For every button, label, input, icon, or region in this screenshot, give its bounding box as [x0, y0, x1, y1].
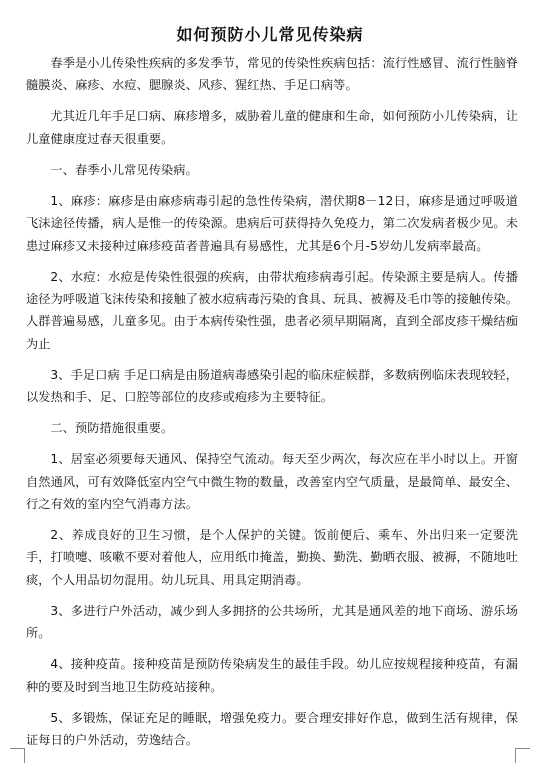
paragraph-outdoor: 3、多进行户外活动，减少到人多拥挤的公共场所，尤其是通风差的地下商场、游乐场所。 [26, 603, 518, 641]
paragraph-exercise: 5、多锻炼，保证充足的睡眠，增强免疫力。要合理安排好作息，做到生活有规律，保证每日的户外活动，劳逸结合。 [26, 710, 518, 748]
paragraph-hygiene: 2、养成良好的卫生习惯，是个人保护的关键。饭前便后、乘车、外出归来一定要洗手，打喷嚏、咳嗽不要对着他人，应用纸巾掩盖，勤换、勤洗、勤晒衣服、被褥，不随地吐痰，个人用品切勿混用。幼儿玩具、用具定期消毒。 [26, 528, 518, 587]
section-heading-1: 一、春季小儿常见传染病。 [50, 162, 198, 177]
paragraph-chickenpox: 2、水痘：水痘是传染性很强的疾病，由带状疱疹病毒引起。传染源主要是病人。传播途径为呼吸道飞沫传染和接触了被水痘病毒污染的食具、玩具、被褥及毛巾等的接触传染。人群普遍易感，儿童多见。由于本病传染性强，患者必须早期隔离，直到全部皮疹干燥结痂为止 [26, 269, 518, 351]
page-corner-mark-left [10, 748, 25, 763]
document-body [26, 52, 518, 760]
paragraph-vaccine: 4、接种疫苗。接种疫苗是预防传染病发生的最佳手段。幼儿应按规程接种疫苗，有漏种的要及时到当地卫生防疫站接种。 [26, 657, 518, 694]
paragraph-ventilation: 1、居室必须要每天通风、保持空气流动。每天至少两次，每次应在半小时以上。开窗自然通风，可有效降低室内空气中微生物的数量，改善室内空气质量，是最简单、最安全、行之有效的室内空气消毒方法。 [26, 452, 518, 512]
paragraph-measles: 1、麻疹：麻疹是由麻疹病毒引起的急性传染病，潜伏期8－12日，麻疹是通过呼吸道飞沫途径传播，病人是惟一的传染源。患病后可获得持久免疫力，第二次发病者极少见。未患过麻疹又未接种过麻疹疫苗者普遍具有易感性，尤其是6个月-5岁幼儿发病率最高。 [26, 193, 518, 253]
document-title: 如何预防小儿常见传染病 [176, 25, 364, 44]
page-corner-mark-right [515, 748, 530, 763]
paragraph-intro-2: 尤其近几年手足口病、麻疹增多，威胁着儿童的健康和生命，如何预防小儿传染病，让儿童健康度过春天很重要。 [26, 109, 518, 146]
section-heading-2: 二、预防措施很重要。 [50, 421, 174, 436]
paragraph-hfmd: 3、手足口病 手足口病是由肠道病毒感染引起的临床症候群，多数病例临床表现较轻，以发热和手、足、口腔等部位的皮疹或疱疹为主要特征。 [26, 367, 518, 405]
paragraph-intro-1: 春季是小儿传染性疾病的多发季节，常见的传染性疾病包括：流行性感冒、流行性脑脊髓膜炎、麻疹、水痘、腮腺炎、风疹、猩红热、手足口病等。 [26, 56, 518, 93]
